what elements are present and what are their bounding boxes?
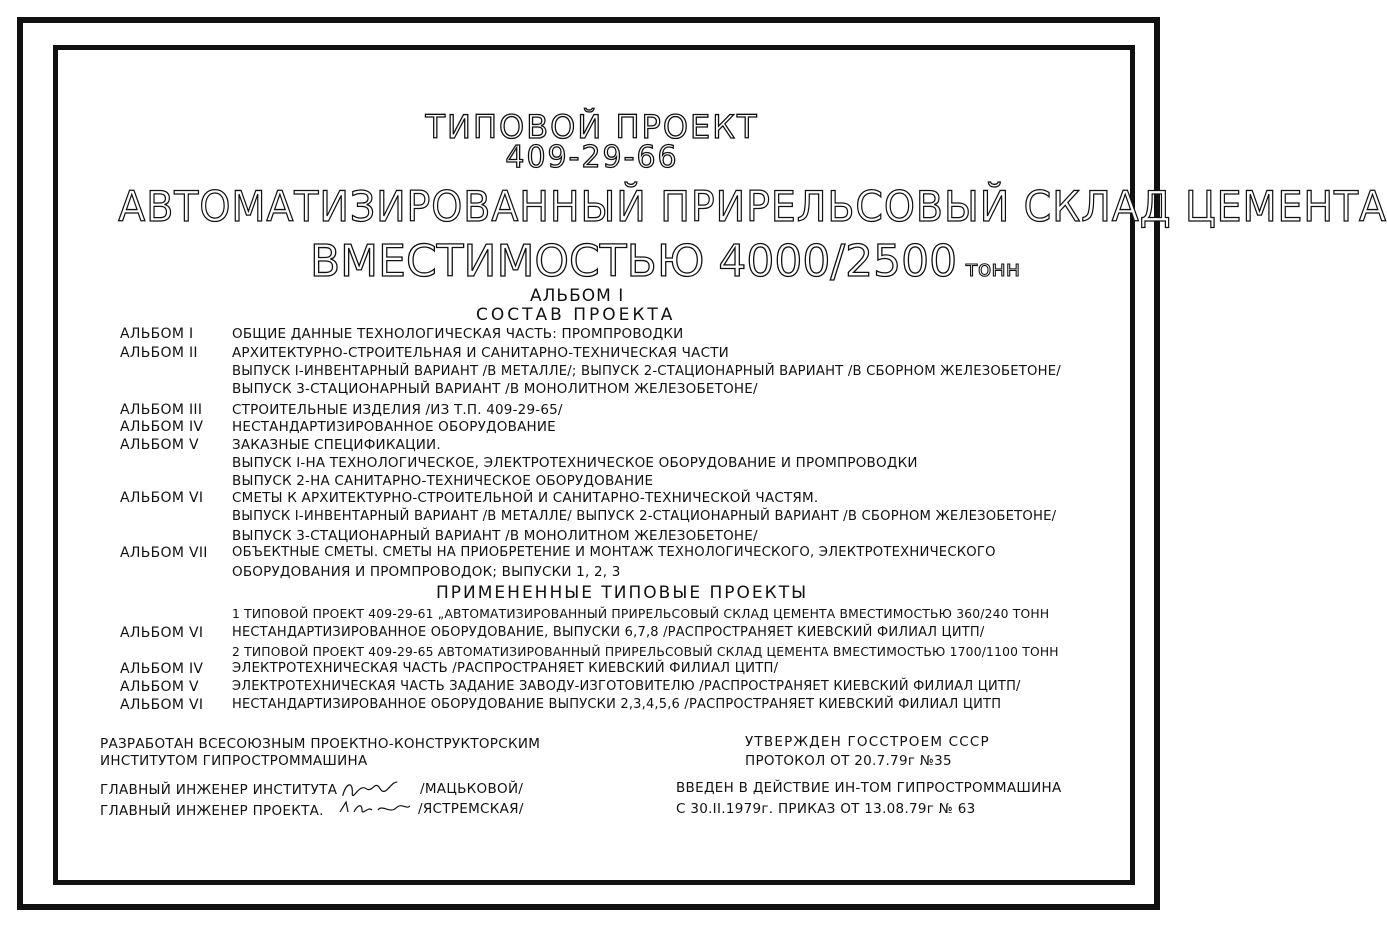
developer-line-1: РАЗРАБОТАН ВСЕСОЮЗНЫМ ПРОЕКТНО-КОНСТРУКТОРСКИМ xyxy=(100,736,541,752)
developer-line-2: ИНСТИТУТОМ ГИПРОСТРОММАШИНА xyxy=(100,753,368,769)
enacted-line-2: С 30.II.1979г. ПРИКАЗ ОТ 13.08.79г № 63 xyxy=(676,801,976,817)
chief-engineer-institute-name: /МАЦЬКОВОЙ/ xyxy=(420,781,524,797)
approval-line-1: УТВЕРЖДЕН ГОССТРОЕМ СССР xyxy=(745,734,990,750)
chief-engineer-project-name: /ЯСТРЕМСКАЯ/ xyxy=(418,801,524,817)
list-item: ВЫПУСК I-ИНВЕНТАРНЫЙ ВАРИАНТ /В МЕТАЛЛЕ/ ВЫПУСК 2-СТАЦИОНАРНЫЙ ВАРИАНТ /В СБОРНОМ ЖЕЛЕЗОБЕТОНЕ/ xyxy=(232,509,1057,524)
list-item: ВЫПУСК I-ИНВЕНТАРНЫЙ ВАРИАНТ /В МЕТАЛЛЕ/; ВЫПУСК 2-СТАЦИОНАРНЫЙ ВАРИАНТ /В СБОРНОМ ЖЕЛЕЗОБЕТОНЕ/ xyxy=(232,364,1061,379)
list-item: ВЫПУСК 3-СТАЦИОНАРНЫЙ ВАРИАНТ /В МОНОЛИТНОМ ЖЕЛЕЗОБЕТОНЕ/ xyxy=(232,528,758,544)
album-label: АЛЬБОМ III xyxy=(120,402,203,418)
doc-type-title: ТИПОВОЙ ПРОЕКТ xyxy=(425,108,759,146)
album-label: АЛЬБОМ II xyxy=(120,345,198,361)
album-label: АЛЬБОМ V xyxy=(120,679,199,695)
applied-projects-heading: ПРИМЕНЕННЫЕ ТИПОВЫЕ ПРОЕКТЫ xyxy=(436,583,809,603)
list-item: НЕСТАНДАРТИЗИРОВАННОЕ ОБОРУДОВАНИЕ ВЫПУСКИ 2,3,4,5,6 /РАСПРОСТРАНЯЕТ КИЕВСКИЙ ФИЛИАЛ ЦИТП xyxy=(232,697,1002,712)
album-label: АЛЬБОМ I xyxy=(120,326,194,342)
album-number: АЛЬБОМ I xyxy=(530,286,625,306)
list-item: ВЫПУСК 3-СТАЦИОНАРНЫЙ ВАРИАНТ /В МОНОЛИТНОМ ЖЕЛЕЗОБЕТОНЕ/ xyxy=(232,381,758,397)
list-item: НЕСТАНДАРТИЗИРОВАННОЕ ОБОРУДОВАНИЕ, ВЫПУСКИ 6,7,8 /РАСПРОСТРАНЯЕТ КИЕВСКИЙ ФИЛИАЛ ЦИТП/ xyxy=(232,625,985,640)
album-label: АЛЬБОМ VII xyxy=(120,545,208,561)
list-item: ОБЩИЕ ДАННЫЕ ТЕХНОЛОГИЧЕСКАЯ ЧАСТЬ: ПРОМПРОВОДКИ xyxy=(232,326,684,342)
album-label: АЛЬБОМ IV xyxy=(120,419,204,435)
enacted-line-1: ВВЕДЕН В ДЕЙСТВИЕ ИН-ТОМ ГИПРОСТРОММАШИНА xyxy=(676,780,1062,796)
approval-line-2: ПРОТОКОЛ ОТ 20.7.79г №35 xyxy=(745,753,952,769)
list-item: СМЕТЫ К АРХИТЕКТУРНО-СТРОИТЕЛЬНОЙ И САНИТАРНО-ТЕХНИЧЕСКОЙ ЧАСТЯМ. xyxy=(232,490,819,506)
project-title: АВТОМАТИЗИРОВАННЫЙ ПРИРЕЛЬСОВЫЙ СКЛАД ЦЕМЕНТА xyxy=(118,182,1387,231)
list-item: ОБЪЕКТНЫЕ СМЕТЫ. СМЕТЫ НА ПРИОБРЕТЕНИЕ И МОНТАЖ ТЕХНОЛОГИЧЕСКОГО, ЭЛЕКТРОТЕХНИЧЕСКОГО xyxy=(232,545,996,560)
album-label: АЛЬБОМ VI xyxy=(120,490,204,506)
chief-engineer-project-label: ГЛАВНЫЙ ИНЖЕНЕР ПРОЕКТА. xyxy=(100,803,324,819)
list-item: ВЫПУСК I-НА ТЕХНОЛОГИЧЕСКОЕ, ЭЛЕКТРОТЕХНИЧЕСКОЕ ОБОРУДОВАНИЕ И ПРОМПРОВОДКИ xyxy=(232,455,918,471)
list-item: ОБОРУДОВАНИЯ И ПРОМПРОВОДОК; ВЫПУСКИ 1, 2, 3 xyxy=(232,564,621,580)
chief-engineer-institute-label: ГЛАВНЫЙ ИНЖЕНЕР ИНСТИТУТА xyxy=(100,782,338,798)
list-item: ЭЛЕКТРОТЕХНИЧЕСКАЯ ЧАСТЬ ЗАДАНИЕ ЗАВОДУ-ИЗГОТОВИТЕЛЮ /РАСПРОСТРАНЯЕТ КИЕВСКИЙ ФИЛИАЛ ЦИТП/ xyxy=(232,679,1021,694)
list-item: ЭЛЕКТРОТЕХНИЧЕСКАЯ ЧАСТЬ /РАСПРОСТРАНЯЕТ КИЕВСКИЙ ФИЛИАЛ ЦИТП/ xyxy=(232,661,779,676)
list-item: СТРОИТЕЛЬНЫЕ ИЗДЕЛИЯ /ИЗ Т.П. 409-29-65/ xyxy=(232,402,563,418)
list-item: НЕСТАНДАРТИЗИРОВАННОЕ ОБОРУДОВАНИЕ xyxy=(232,419,556,435)
capacity-unit: тонн xyxy=(965,257,1021,282)
list-item: 2 ТИПОВОЙ ПРОЕКТ 409-29-65 АВТОМАТИЗИРОВАННЫЙ ПРИРЕЛЬСОВЫЙ СКЛАД ЦЕМЕНТА ВМЕСТИМОСТЬЮ 1700/1100 ТОНН xyxy=(232,645,1059,659)
capacity-title xyxy=(310,236,1020,287)
project-number: 409-29-66 xyxy=(505,140,679,175)
album-label: АЛЬБОМ IV xyxy=(120,661,204,677)
composition-heading: СОСТАВ ПРОЕКТА xyxy=(476,305,676,325)
list-item: ЗАКАЗНЫЕ СПЕЦИФИКАЦИИ. xyxy=(232,437,441,453)
list-item: АРХИТЕКТУРНО-СТРОИТЕЛЬНАЯ И САНИТАРНО-ТЕХНИЧЕСКАЯ ЧАСТИ xyxy=(232,345,729,361)
album-label: АЛЬБОМ V xyxy=(120,437,199,453)
album-label: АЛЬБОМ VI xyxy=(120,697,204,713)
list-item: 1 ТИПОВОЙ ПРОЕКТ 409-29-61 „АВТОМАТИЗИРОВАННЫЙ ПРИРЕЛЬСОВЫЙ СКЛАД ЦЕМЕНТА ВМЕСТИМОСТЬЮ 360/240 ТОНН xyxy=(232,607,1050,621)
capacity-value: ВМЕСТИМОСТЬЮ 4000/2500 xyxy=(310,236,958,287)
signature-project xyxy=(338,798,413,822)
list-item: ВЫПУСК 2-НА САНИТАРНО-ТЕХНИЧЕСКОЕ ОБОРУДОВАНИЕ xyxy=(232,473,654,489)
album-label: АЛЬБОМ VI xyxy=(120,625,204,641)
